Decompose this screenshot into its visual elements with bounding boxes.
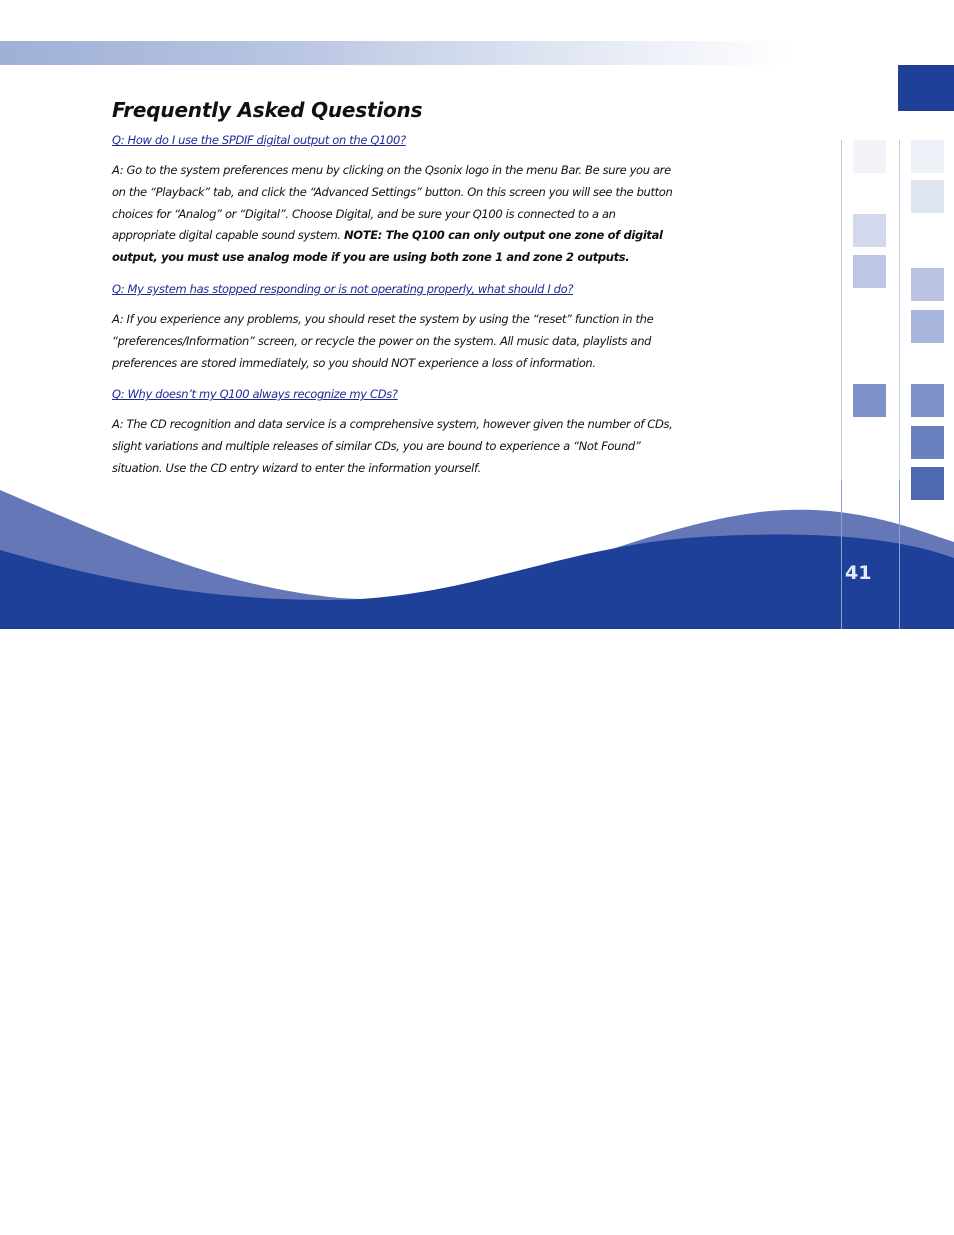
faq-question-spdif[interactable]: Q: How do I use the SPDIF digital output on the Q100? — [112, 133, 406, 147]
deco-square — [911, 180, 944, 213]
deco-square — [853, 255, 886, 288]
deco-square — [911, 140, 944, 173]
deco-square — [853, 384, 886, 417]
margin-rule-right-overlay — [899, 480, 900, 629]
faq-answer-spdif — [112, 160, 682, 269]
deco-square — [911, 268, 944, 301]
header-gradient-band — [0, 41, 790, 65]
footer-wave — [0, 480, 954, 629]
deco-square — [911, 310, 944, 343]
faq-question-not-responding[interactable]: Q: My system has stopped responding or is not operating properly, what should I do? — [112, 281, 574, 296]
page-number: 41 — [845, 562, 872, 584]
faq-question-cd-recognition[interactable]: Q: Why doesn’t my Q100 always recognize my CDs? — [112, 387, 398, 402]
faq-content — [112, 98, 682, 489]
corner-accent-block — [898, 65, 954, 111]
deco-square — [853, 140, 886, 173]
margin-rule-left-overlay — [841, 480, 842, 629]
faq-answer-cd-recognition: A: The CD recognition and data service is a comprehensive system, however given the number of CDs, slight variations and multiple releases of similar CDs, you are bound to experience a “Not Found” situation. Use the CD entry wizard to enter the information yourself. — [112, 417, 673, 475]
page-title: Frequently Asked Questions — [112, 98, 423, 122]
answer-note: NOTE: The Q100 can only output one zone of digital output, you must use analog mode if you are using both zone 1 and zone 2 outputs. — [112, 228, 663, 265]
deco-square — [911, 384, 944, 417]
faq-answer-not-responding: A: If you experience any problems, you should reset the system by using the “reset” function in the “preferences/Information” screen, or recycle the power on the system. All music data, playlists and preferences are stored immediately, so you should NOT experience a loss of information. — [112, 311, 654, 370]
deco-square — [911, 426, 944, 459]
deco-square — [853, 214, 886, 247]
answer-text: A: Go to the system preferences menu by clicking on the Qsonix logo in the menu Bar. Be sure you are on the “Playback” tab, and click the “Advanced Settings” button. On this screen you will see the button choices for “Analog” or “Digital”. Choose Digital, and be sure your Q100 is connected to a an appropriate digital capable sound system. — [112, 163, 673, 243]
